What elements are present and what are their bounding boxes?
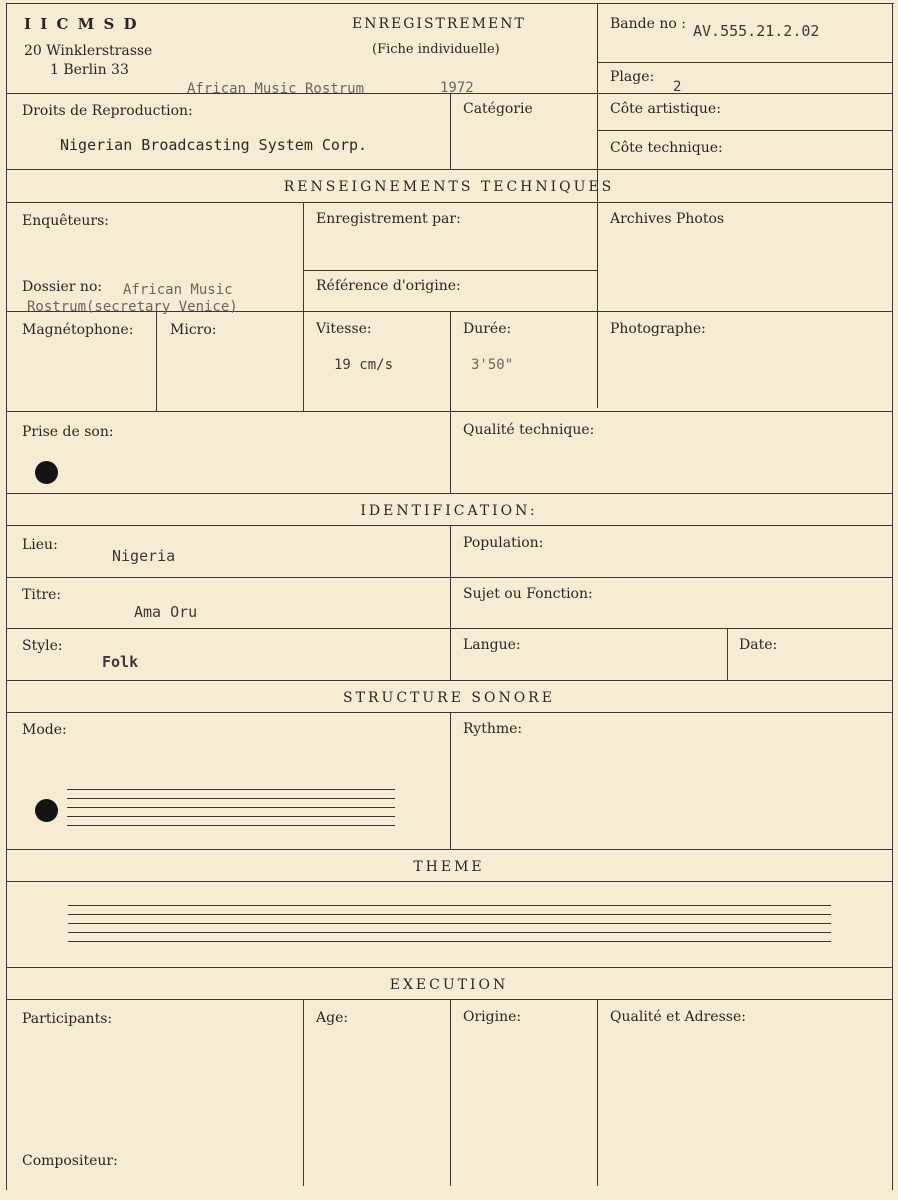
bande-value: AV.555.21.2.02 <box>693 22 820 40</box>
org-name: I I C M S D <box>24 15 139 33</box>
reference-label: Référence d'origine: <box>316 278 461 294</box>
exec-divider-origine <box>450 999 451 1186</box>
line-struct-title <box>6 712 892 713</box>
style-label: Style: <box>22 638 63 654</box>
droits-value: Nigerian Broadcasting System Corp. <box>60 136 368 154</box>
org-city: 1 Berlin 33 <box>50 62 129 78</box>
line-theme-bottom <box>6 967 892 968</box>
titre-label: Titre: <box>22 587 62 603</box>
header-divider <box>597 3 598 408</box>
exec-section-title: EXECUTION <box>389 977 509 993</box>
frame-top <box>6 3 894 4</box>
year-typed: 1972 <box>440 80 474 96</box>
struct-section-title: STRUCTURE SONORE <box>343 690 555 706</box>
line-reference <box>303 270 597 271</box>
bullet-dot-mode <box>35 799 58 822</box>
struct-divider <box>450 712 451 850</box>
archives-photos-label: Archives Photos <box>610 211 725 227</box>
duree-value: 3'50" <box>471 357 514 373</box>
line-tech-bottom <box>6 411 892 412</box>
prise-label: Prise de son: <box>22 424 114 440</box>
tech-section-title: RENSEIGNEMENTS TECHNIQUES <box>283 179 615 195</box>
exec-divider-qualite <box>597 999 598 1186</box>
micro-label: Micro: <box>170 322 217 338</box>
cote-artistique-label: Côte artistique: <box>610 101 721 117</box>
dossier-value-1: African Music <box>123 282 233 298</box>
exec-divider-age <box>303 999 304 1186</box>
rythme-label: Rythme: <box>463 721 523 737</box>
line-prise-bottom <box>6 493 892 494</box>
categorie-label: Catégorie <box>463 101 533 117</box>
dossier-value-2: Rostrum(secretary Venice) <box>27 299 238 315</box>
mode-label: Mode: <box>22 722 67 738</box>
enqueteurs-label: Enquêteurs: <box>22 213 110 229</box>
line-plage <box>597 62 892 63</box>
plage-label: Plage: <box>610 69 655 85</box>
titre-value: Ama Oru <box>134 603 198 621</box>
line-ident-title <box>6 525 892 526</box>
style-value: Folk <box>102 653 139 671</box>
participants-label: Participants: <box>22 1011 113 1027</box>
tech-divider-1 <box>303 202 304 412</box>
tech-divider-duree <box>450 311 451 412</box>
org-street: 20 Winklerstrasse <box>24 43 153 59</box>
sujet-label: Sujet ou Fonction: <box>463 586 593 602</box>
lieu-label: Lieu: <box>22 537 58 553</box>
line-exec-title <box>6 999 892 1000</box>
line-tech-title <box>6 202 892 203</box>
langue-label: Langue: <box>463 637 521 653</box>
bullet-dot-prise <box>35 461 58 484</box>
magnetophone-label: Magnétophone: <box>22 322 134 338</box>
line-theme-title <box>6 881 892 882</box>
origine-label: Origine: <box>463 1009 522 1025</box>
qualite-adresse-label: Qualité et Adresse: <box>610 1009 746 1025</box>
vitesse-label: Vitesse: <box>316 321 372 337</box>
vitesse-value: 19 cm/s <box>334 357 394 373</box>
theme-section-title: THEME <box>413 859 485 875</box>
qualite-divider <box>450 411 451 493</box>
line-struct-bottom <box>6 849 892 850</box>
date-label: Date: <box>739 637 778 653</box>
droits-label: Droits de Reproduction: <box>22 103 193 119</box>
compositeur-label: Compositeur: <box>22 1153 118 1169</box>
line-style-bottom <box>6 680 892 681</box>
line-lieu-bottom <box>6 577 892 578</box>
categorie-divider <box>450 93 451 169</box>
photographe-label: Photographe: <box>610 321 706 337</box>
line-rights-bottom <box>6 169 892 170</box>
cote-technique-label: Côte technique: <box>610 140 723 156</box>
population-label: Population: <box>463 535 544 551</box>
bande-label: Bande no : <box>610 16 686 32</box>
ident-section-title: IDENTIFICATION: <box>360 503 538 519</box>
lieu-value: Nigeria <box>112 547 176 565</box>
form-subtitle: (Fiche individuelle) <box>372 42 500 57</box>
line-cote <box>597 130 892 131</box>
duree-label: Durée: <box>463 321 512 337</box>
dossier-label: Dossier no: <box>22 279 103 295</box>
ident-divider <box>450 525 451 681</box>
date-divider <box>727 628 728 681</box>
enregistrement-par-label: Enregistrement par: <box>316 211 461 227</box>
line-titre-bottom <box>6 628 892 629</box>
source-typed: African Music Rostrum <box>187 81 365 97</box>
age-label: Age: <box>316 1010 349 1026</box>
tech-divider-micro <box>156 311 157 412</box>
qualite-technique-label: Qualité technique: <box>463 422 595 438</box>
form-title: ENREGISTREMENT <box>352 16 526 32</box>
plage-value: 2 <box>673 79 682 95</box>
